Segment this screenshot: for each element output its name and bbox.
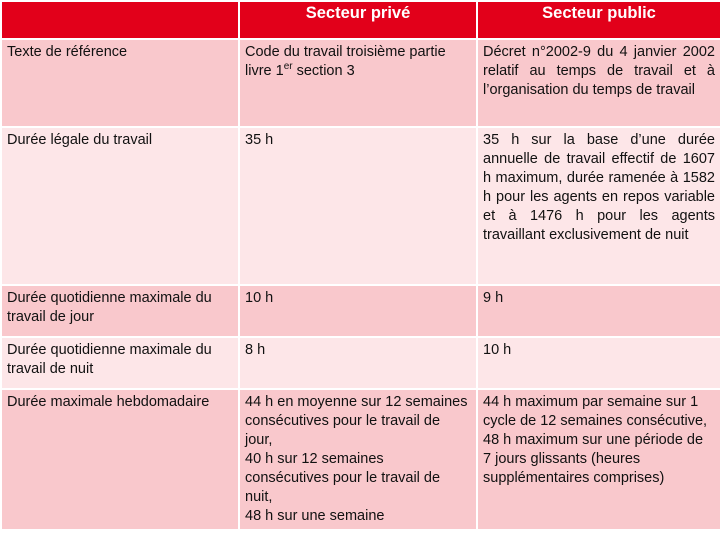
cell-prive [239,389,477,530]
header-row [1,1,720,39]
cell-line: 48 h sur une semaine [245,508,385,524]
cell-prive-text-end: section 3 [292,63,355,79]
cell-public: Décret n°2002-9 du 4 janvier 2002 relatif au temps de travail et à l’organisation du temps de travail [477,39,720,127]
table-row [1,39,720,127]
cell-line: 48 h maximum sur une période de 7 jours glissants (heures supplémentaires comprises) [483,432,704,486]
row-label: Durée quotidienne maximale du travail de nuit [1,337,239,389]
header-empty-cell [1,1,239,39]
cell-prive: 8 h [239,337,477,389]
row-label: Durée légale du travail [1,127,239,285]
cell-prive: 10 h [239,285,477,337]
cell-line: 40 h sur 12 semaines consécutives pour le travail de nuit, [245,451,441,505]
row-label: Texte de référence [1,39,239,127]
row-label: Durée quotidienne maximale du travail de jour [1,285,239,337]
cell-public: 35 h sur la base d’une durée annuelle de travail effectif de 1607 h maximum, durée ramenée à 1582 h pour les agents en repos variable et à 1476 h pour les agents travaillant exclusivement de nuit [477,127,720,285]
cell-prive [239,39,477,127]
cell-line: 44 h maximum par semaine sur 1 cycle de 12 semaines consécutive, [483,394,708,429]
cell-public [477,389,720,530]
cell-line: 44 h en moyenne sur 12 semaines consécutives pour le travail de jour, [245,394,468,448]
table-row [1,389,720,530]
header-secteur-prive: Secteur privé [239,1,477,39]
superscript: er [283,61,293,73]
table-row [1,285,720,337]
row-label: Durée maximale hebdomadaire [1,389,239,530]
cell-prive: 35 h [239,127,477,285]
cell-public: 10 h [477,337,720,389]
table-row [1,127,720,285]
cell-public: 9 h [477,285,720,337]
header-secteur-public: Secteur public [477,1,720,39]
table-row [1,337,720,389]
cell-prive-text: Code du travail troisième partie livre 1 [245,44,446,79]
